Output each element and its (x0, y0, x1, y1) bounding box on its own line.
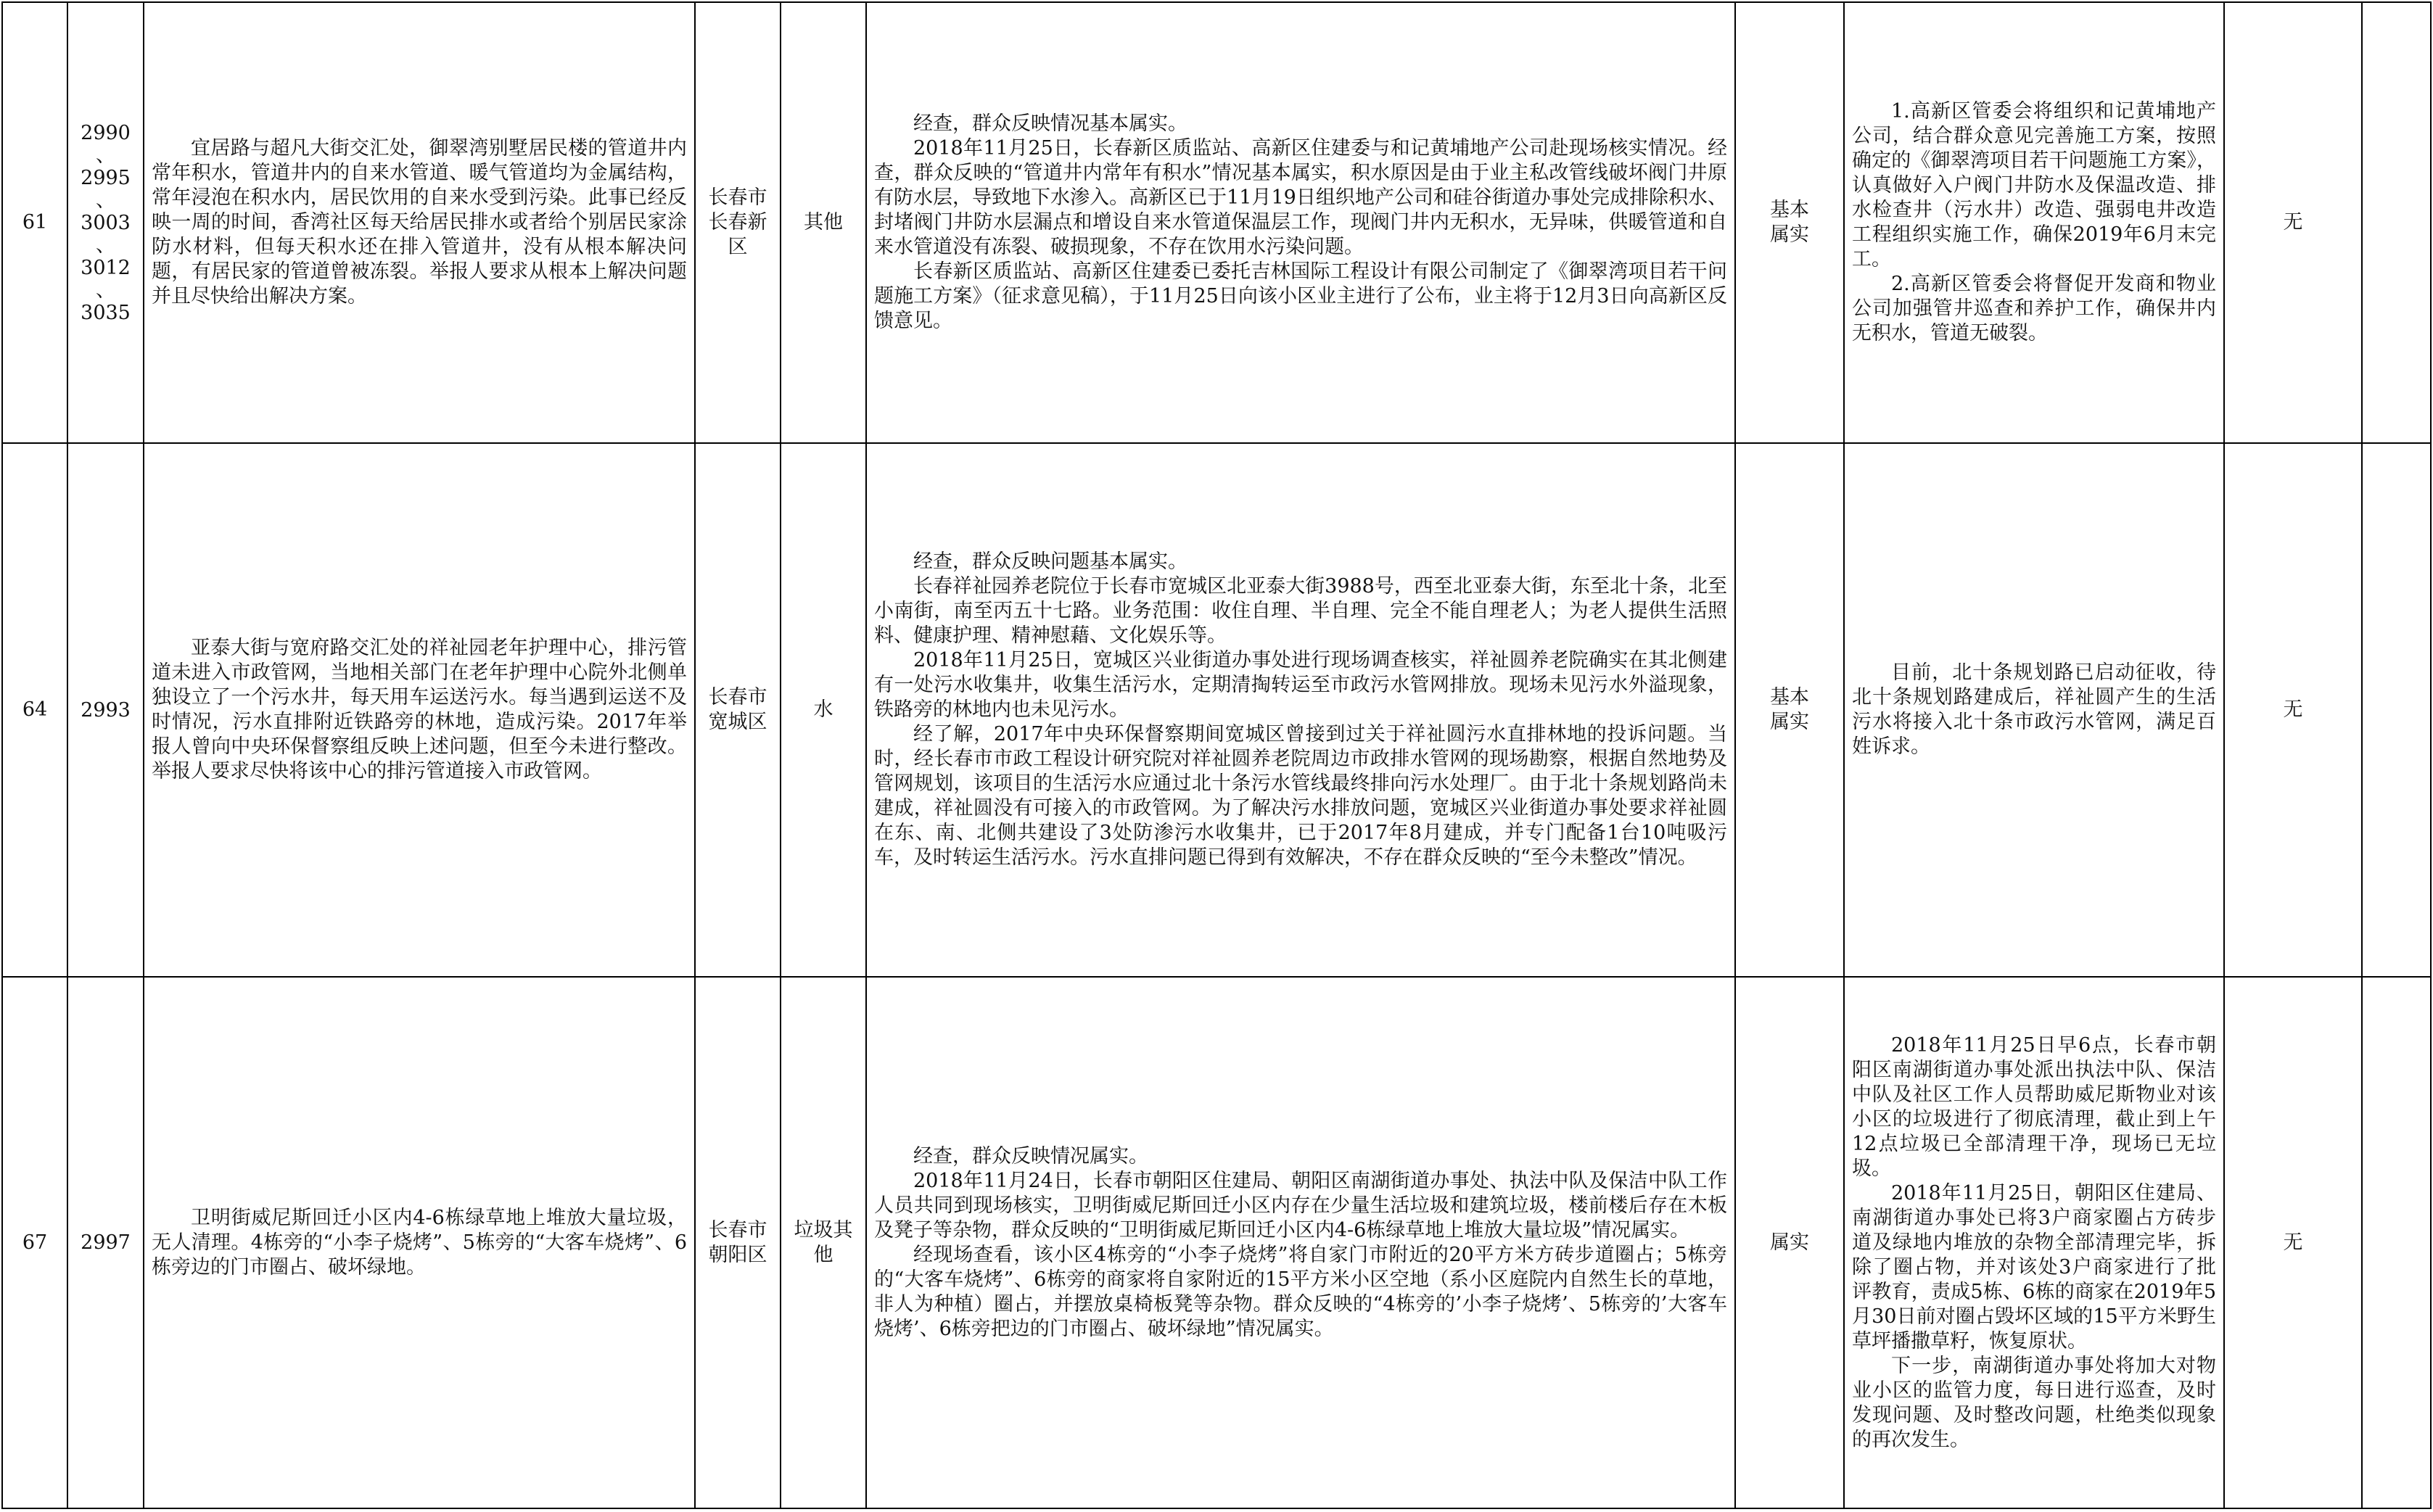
handling-paragraph: 2018年11月25日，朝阳区住建局、南湖街道办事处已将3户商家圈占方砖步道及绿地内堆放的杂物全部清理完毕，拆除了圈占物，并对该处3户商家进行了批评教育，责成5栋、6栋的商家在2019年5月30日前对圈占毁坏区域的15平方米野生草坪播撒草籽，恢复原状。 (1852, 1181, 2216, 1352)
district: 长春市朝阳区 (708, 1218, 767, 1266)
complaint-text: 卫明街威尼斯回迁小区内4-6栋绿草地上堆放大量垃圾，无人清理。4栋旁的“小李子烧烤”、5栋旁的“大客车烧烤”、6栋旁边的门市圈占、破坏绿地。 (152, 1206, 687, 1278)
handling-text (1845, 95, 2223, 350)
handling-cell (1844, 443, 2224, 977)
case-ids-cell (67, 443, 144, 977)
verdict: 基本属实 (1770, 199, 1809, 246)
district-cell (695, 443, 781, 977)
complaint-cell (144, 2, 695, 443)
investigation-text (867, 1140, 1734, 1346)
accountability: 无 (2283, 698, 2303, 721)
row-number-cell (2, 977, 67, 1508)
case-ids: 2997 (81, 1231, 131, 1254)
complaint-table (1, 1, 2432, 1509)
verdict: 基本属实 (1770, 686, 1809, 733)
investigation-text (867, 545, 1734, 875)
accountability: 无 (2283, 1231, 2303, 1254)
investigation-paragraph: 经现场查看，该小区4栋旁的“小李子烧烤”将自家门市附近的20平方米方砖步道圈占；5栋旁的“大客车烧烤”、6栋旁的商家将自家附近的15平方米小区空地（系小区庭院内自然生长的草地，非人为种植）圈占，并摆放桌椅板凳等杂物。群众反映的“4栋旁的’小李子烧烤’、5栋旁的’大客车烧烤’、6栋旁把边的门市圈占、破坏绿地”情况属实。 (874, 1243, 1727, 1340)
investigation-cell (866, 2, 1735, 443)
complaint-text: 宜居路与超凡大街交汇处，御翠湾别墅居民楼的管道井内常年积水，管道井内的自来水管道、暖气管道均为金属结构，常年浸泡在积水内，居民饮用的自来水受到污染。此事已经反映一周的时间，香湾社区每天给居民排水或者给个别居民家涂防水材料，但每天积水还在排入管道井，没有从根本解决问题，有居民家的管道曾被冻裂。举报人要求从根本上解决问题并且尽快给出解决方案。 (152, 137, 687, 307)
remarks-cell (2362, 443, 2431, 977)
handling-paragraph: 下一步，南湖街道办事处将加大对物业小区的监管力度，每日进行巡查，及时发现问题、及时整改问题，杜绝类似现象的再次发生。 (1852, 1354, 2216, 1451)
case-ids: 2990 、 2995 、 3003 、 3012 、 3035 (81, 121, 131, 324)
table-row (2, 2, 2431, 443)
accountability: 无 (2283, 211, 2303, 234)
investigation-paragraph: 2018年11月24日，长春市朝阳区住建局、朝阳区南湖街道办事处、执法中队及保洁中队工作人员共同到现场核实，卫明街威尼斯回迁小区内存在少量生活垃圾和建筑垃圾，楼前楼后存在木板及凳子等杂物，群众反映的“卫明街威尼斯回迁小区内4-6栋绿草地上堆放大量垃圾”情况属实。 (874, 1169, 1727, 1242)
investigation-cell (866, 443, 1735, 977)
table-row (2, 443, 2431, 977)
row-number-cell (2, 2, 67, 443)
row-number: 64 (22, 698, 48, 721)
category: 其他 (804, 211, 843, 234)
case-ids: 2993 (81, 698, 131, 722)
handling-paragraph: 2.高新区管委会将督促开发商和物业公司加强管井巡查和养护工作，确保井内无积水，管道无破裂。 (1852, 273, 2216, 344)
complaint-cell (144, 443, 695, 977)
district-cell (695, 977, 781, 1508)
investigation-paragraph: 经查，群众反映问题基本属实。 (913, 550, 1187, 573)
district-cell (695, 2, 781, 443)
handling-text (1845, 656, 2223, 764)
verdict-cell (1735, 2, 1844, 443)
row-number-cell (2, 443, 67, 977)
complaint-text: 亚泰大街与宽府路交汇处的祥祉园老年护理中心，排污管道未进入市政管网，当地相关部门在老年护理中心院外北侧单独设立了一个污水井，每天用车运送污水。每当遇到运送不及时情况，污水直排附近铁路旁的林地，造成污染。2017年举报人曾向中央环保督察组反映上述问题，但至今未进行整改。举报人要求尽快将该中心的排污管道接入市政管网。 (152, 637, 687, 782)
verdict: 属实 (1770, 1231, 1809, 1254)
investigation-paragraph: 长春祥祉园养老院位于长春市宽城区北亚泰大街3988号，西至北亚泰大街，东至北十条，北至小南街，南至丙五十七路。业务范围：收住自理、半自理、完全不能自理老人；为老人提供生活照料、健康护理、精神慰藉、文化娱乐等。 (874, 575, 1727, 647)
investigation-paragraph: 经了解，2017年中央环保督察期间宽城区曾接到过关于祥祉圆污水直排林地的投诉问题。当时，经长春市市政工程设计研究院对祥祉圆养老院周边市政排水管网的现场勘察，根据自然地势及管网规划，该项目的生活污水应通过北十条污水管线最终排向污水处理厂。由于北十条规划路尚未建成，祥祉圆没有可接入的市政管网。为了解决污水排放问题，宽城区兴业街道办事处要求祥祉圆在东、南、北侧共建设了3处防渗污水收集井，已于2017年8月建成，并专门配备1台10吨吸污车，及时转运生活污水。污水直排问题已得到有效解决，不存在群众反映的“至今未整改”情况。 (874, 723, 1727, 869)
handling-paragraph: 1.高新区管委会将组织和记黄埔地产公司，结合群众意见完善施工方案，按照确定的《御翠湾项目若干问题施工方案》，认真做好入户阀门井防水及保温改造、排水检查井（污水井）改造、强弱电井改造工程组织实施工作，确保2019年6月末完工。 (1852, 100, 2216, 270)
handling-cell (1844, 2, 2224, 443)
table-row (2, 977, 2431, 1508)
handling-paragraph: 目前，北十条规划路已启动征收，待北十条规划路建成后，祥祉圆产生的生活污水将接入北十条市政污水管网，满足百姓诉求。 (1852, 661, 2216, 758)
table-body (2, 2, 2431, 1508)
remarks-cell (2362, 2, 2431, 443)
remarks-cell (2362, 977, 2431, 1508)
accountability-cell (2224, 443, 2362, 977)
investigation-paragraph: 2018年11月25日，长春新区质监站、高新区住建委与和记黄埔地产公司赴现场核实情况。经查，群众反映的“管道井内常年有积水”情况基本属实，积水原因是由于业主私改管线破坏阀门井原有防水层，导致地下水渗入。高新区已于11月19日组织地产公司和硅谷街道办事处完成排除积水、封堵阀门井防水层漏点和增设自来水管道保温层工作，现阀门井内无积水，无异味，供暖管道和自来水管道没有冻裂、破损现象，不存在饮用水污染问题。 (874, 137, 1727, 258)
category-cell (781, 977, 866, 1508)
handling-text (1845, 1029, 2223, 1457)
case-ids-cell (67, 977, 144, 1508)
handling-paragraph: 2018年11月25日早6点，长春市朝阳区南湖街道办事处派出执法中队、保洁中队及社区工作人员帮助威尼斯物业对该小区的垃圾进行了彻底清理，截止到上午12点垃圾已全部清理干净，现场已无垃圾。 (1852, 1033, 2216, 1180)
handling-cell (1844, 977, 2224, 1508)
verdict-cell (1735, 977, 1844, 1508)
row-number: 61 (22, 211, 48, 234)
accountability-cell (2224, 977, 2362, 1508)
accountability-cell (2224, 2, 2362, 443)
category: 水 (813, 698, 833, 721)
category-cell (781, 2, 866, 443)
investigation-paragraph: 经查，群众反映情况基本属实。 (913, 112, 1187, 135)
investigation-paragraph: 2018年11月25日，宽城区兴业街道办事处进行现场调查核实，祥祉圆养老院确实在其北侧建有一处污水收集井，收集生活污水，定期清掏转运至市政污水管网排放。现场未见污水外溢现象，铁路旁的林地内也未见污水。 (874, 649, 1727, 721)
complaint-cell (144, 977, 695, 1508)
category: 垃圾其他 (794, 1218, 853, 1266)
row-number: 67 (22, 1231, 48, 1254)
investigation-cell (866, 977, 1735, 1508)
case-ids-cell (67, 2, 144, 443)
district: 长春市宽城区 (708, 686, 767, 733)
investigation-paragraph: 长春新区质监站、高新区住建委已委托吉林国际工程设计有限公司制定了《御翠湾项目若干问题施工方案》（征求意见稿），于11月25日向该小区业主进行了公布，业主将于12月3日向高新区反馈意见。 (874, 260, 1727, 332)
verdict-cell (1735, 443, 1844, 977)
category-cell (781, 443, 866, 977)
investigation-text (867, 107, 1734, 338)
district: 长春市长春新区 (708, 186, 767, 258)
investigation-paragraph: 经查，群众反映情况属实。 (913, 1144, 1148, 1168)
